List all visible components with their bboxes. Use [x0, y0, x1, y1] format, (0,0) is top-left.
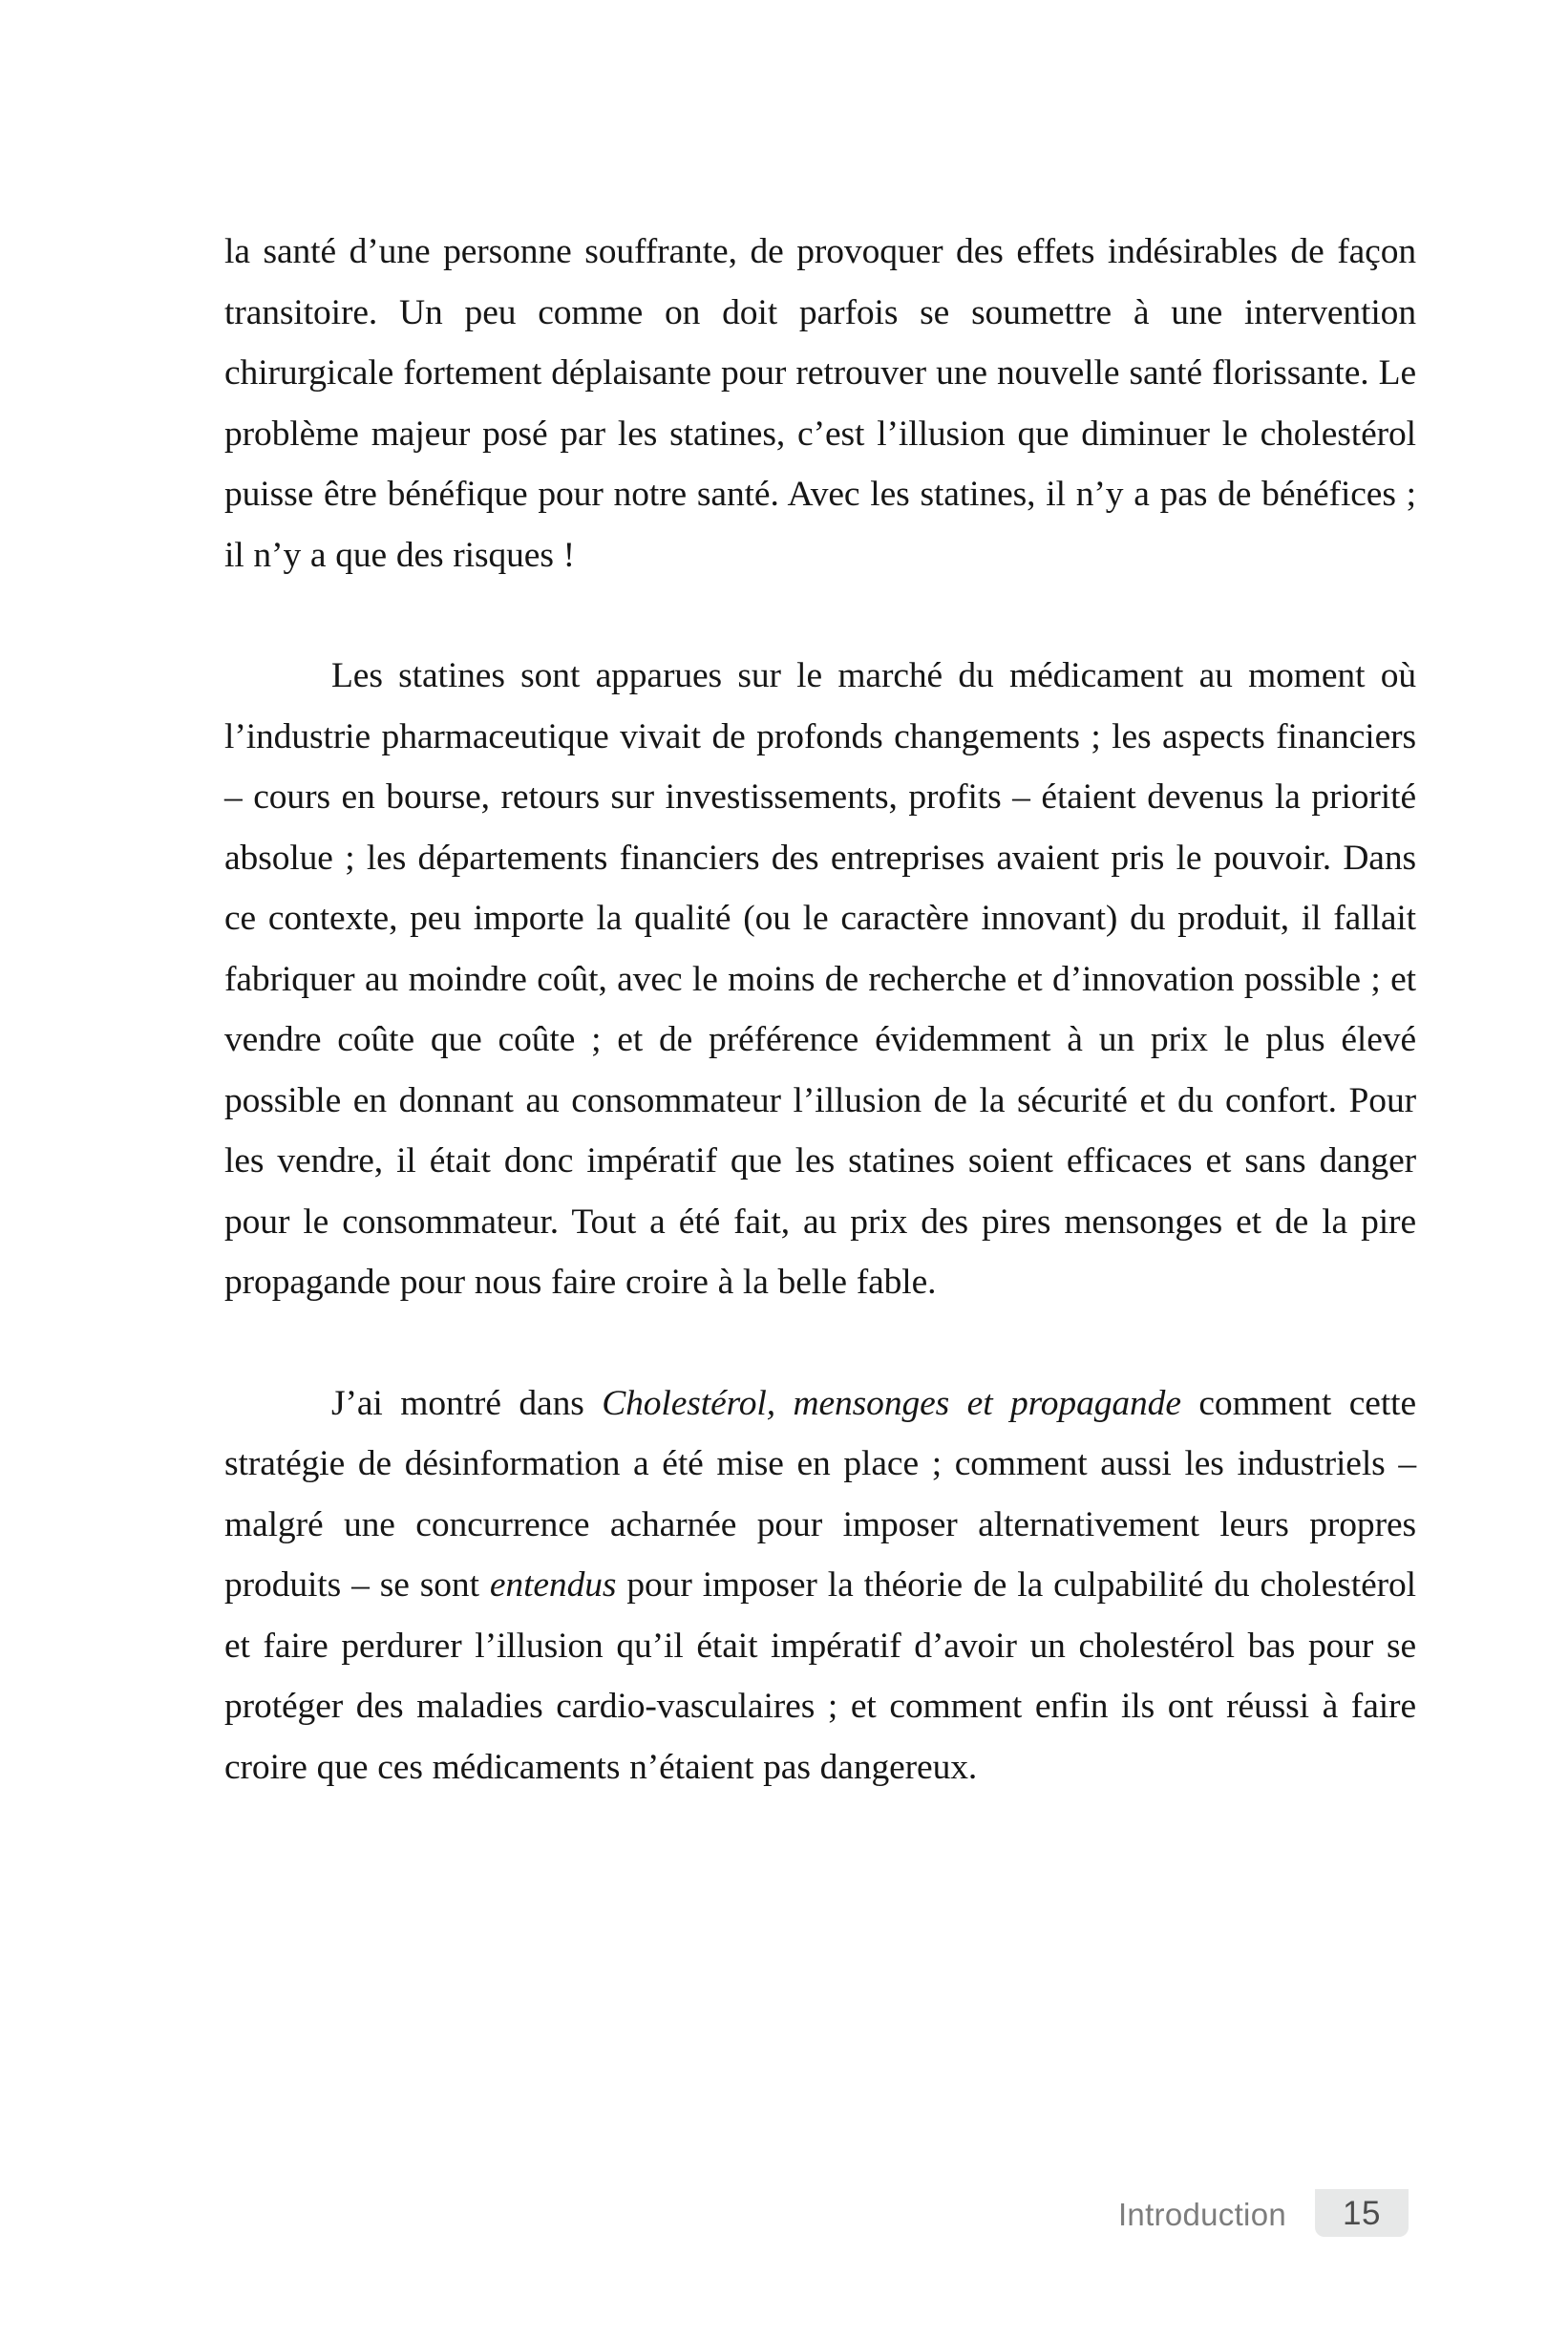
- page-number: 15: [1343, 2194, 1381, 2232]
- book-title-citation: Cholestérol, mensonges et propagande: [602, 1383, 1181, 1423]
- paragraph-run-text: J’ai montré dans: [331, 1383, 603, 1423]
- footer-content: [1118, 2189, 1409, 2238]
- page-footer: [0, 2189, 1568, 2294]
- page-number-badge: [1315, 2189, 1409, 2237]
- emphasis-entendus: entendus: [489, 1565, 617, 1605]
- body-text-column: [224, 222, 1416, 1798]
- paragraph-run-text: pour imposer la théorie de la culpabilité du cholestérol et faire perdurer l’illusion qu’il était impératif d’avoir un cholestérol bas pour se protéger des maladies cardio-vasculaires ; et comment enfin ils ont réussi à faire croire que ces médicaments n’étaient pas dangereux.: [224, 1565, 1416, 1787]
- footer-section-label: Introduction: [1117, 2197, 1286, 2232]
- paragraph-run-text: comment cette stratégie de désinformation a été mise en place ; comment aussi les industriels – malgré une concurrence acharnée pour imposer alternativement leurs propres produits – se sont: [224, 1383, 1416, 1605]
- body-paragraph: la santé d’une personne souffrante, de provoquer des effets indésirables de façon transitoire. Un peu comme on doit parfois se soumettre à une intervention chirurgicale fortement déplaisante pour retrouver une nouvelle santé florissante. Le problème majeur posé par les statines, c’est l’illusion que diminuer le cholestérol puisse être bénéfique pour notre santé. Avec les statines, il n’y a pas de bénéfices ; il n’y a que des risques !: [224, 232, 1416, 575]
- body-paragraph: Les statines sont apparues sur le marché du médicament au moment où l’industrie pharmaceutique vivait de profonds changements ; les aspects financiers – cours en bourse, retours sur investissements, profits – étaient devenus la priorité absolue ; les départements financiers des entreprises avaient pris le pouvoir. Dans ce contexte, peu importe la qualité (ou le caractère innovant) du produit, il fallait fabriquer au moindre coût, avec le moins de recherche et d’innovation possible ; et vendre coûte que coûte ; et de préférence évidemment à un prix le plus élevé possible en donnant au consommateur l’illusion de la sécurité et du confort. Pour les vendre, il était donc impératif que les statines soient efficaces et sans danger pour le consommateur. Tout a été fait, au prix des pires mensonges et de la pire propagande pour nous faire croire à la belle fable.: [224, 656, 1416, 1302]
- body-paragraph: [224, 1373, 1416, 1798]
